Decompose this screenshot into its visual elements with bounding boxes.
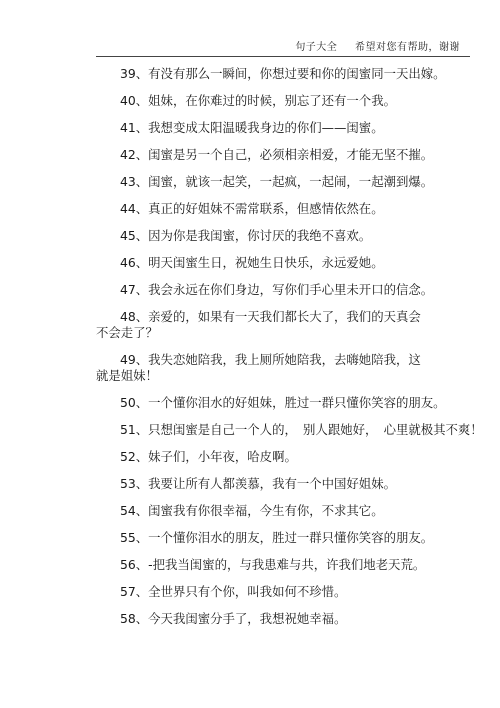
list-item: 39、有没有那么一瞬间，你想过要和你的闺蜜同一天出嫁。 [120, 66, 446, 81]
list-item: 45、因为你是我闺蜜，你讨厌的我绝不喜欢。 [120, 228, 372, 243]
header-left-text: 句子大全 [295, 42, 338, 53]
list-item: 50、一个懂你泪水的好姐妹，胜过一群只懂你笑容的朋友。 [120, 395, 446, 410]
list-item: 44、真正的好姐妹不需常联系，但感情依然在。 [120, 201, 384, 216]
list-item: 48、亲爱的，如果有一天我们都长大了，我们的天真会不会走了？ [96, 309, 421, 340]
list-item: 43、闺蜜，就该一起笑，一起疯，一起闹，一起潮到爆。 [120, 174, 434, 189]
list-item: 42、闺蜜是另一个自己，必须相亲相爱，才能无坚不摧。 [120, 147, 434, 162]
quote-list [96, 66, 483, 638]
list-item: 55、一个懂你泪水的朋友，胜过一群只懂你笑容的朋友。 [120, 530, 434, 545]
list-item: 47、我会永远在你们身边，写你们手心里未开口的信念。 [120, 282, 434, 297]
page-header [281, 38, 460, 53]
list-item: 53、我要让所有人都羡慕，我有一个中国好姐妹。 [120, 476, 396, 491]
list-item: 54、闺蜜我有你很幸福，今生有你，不求其它。 [120, 503, 384, 518]
list-item: 56、-把我当闺蜜的，与我患难与共，许我们地老天荒。 [120, 557, 426, 572]
list-item: 51、只想闺蜜是自己一个人的， 别人跟她好， 心里就极其不爽！ [120, 422, 483, 437]
list-item: 40、姐妹，在你难过的时候，别忘了还有一个我。 [120, 93, 396, 108]
list-item: 46、明天闺蜜生日，祝她生日快乐，永远爱她。 [120, 255, 384, 270]
list-item: 57、全世界只有个你，叫我如何不珍惜。 [120, 584, 347, 599]
list-item: 49、我失恋她陪我，我上厕所她陪我，去嗨她陪我，这就是姐妹！ [96, 352, 421, 383]
list-item: 52、妹子们，小年夜，哈皮啊。 [120, 449, 297, 464]
list-item: 41、我想变成太阳温暖我身边的你们——闺蜜。 [120, 120, 384, 135]
list-item: 58、今天我闺蜜分手了，我想祝她幸福。 [120, 611, 347, 626]
header-right-text: 希望对您有帮助，谢谢 [355, 42, 460, 53]
header-divider [96, 56, 470, 57]
